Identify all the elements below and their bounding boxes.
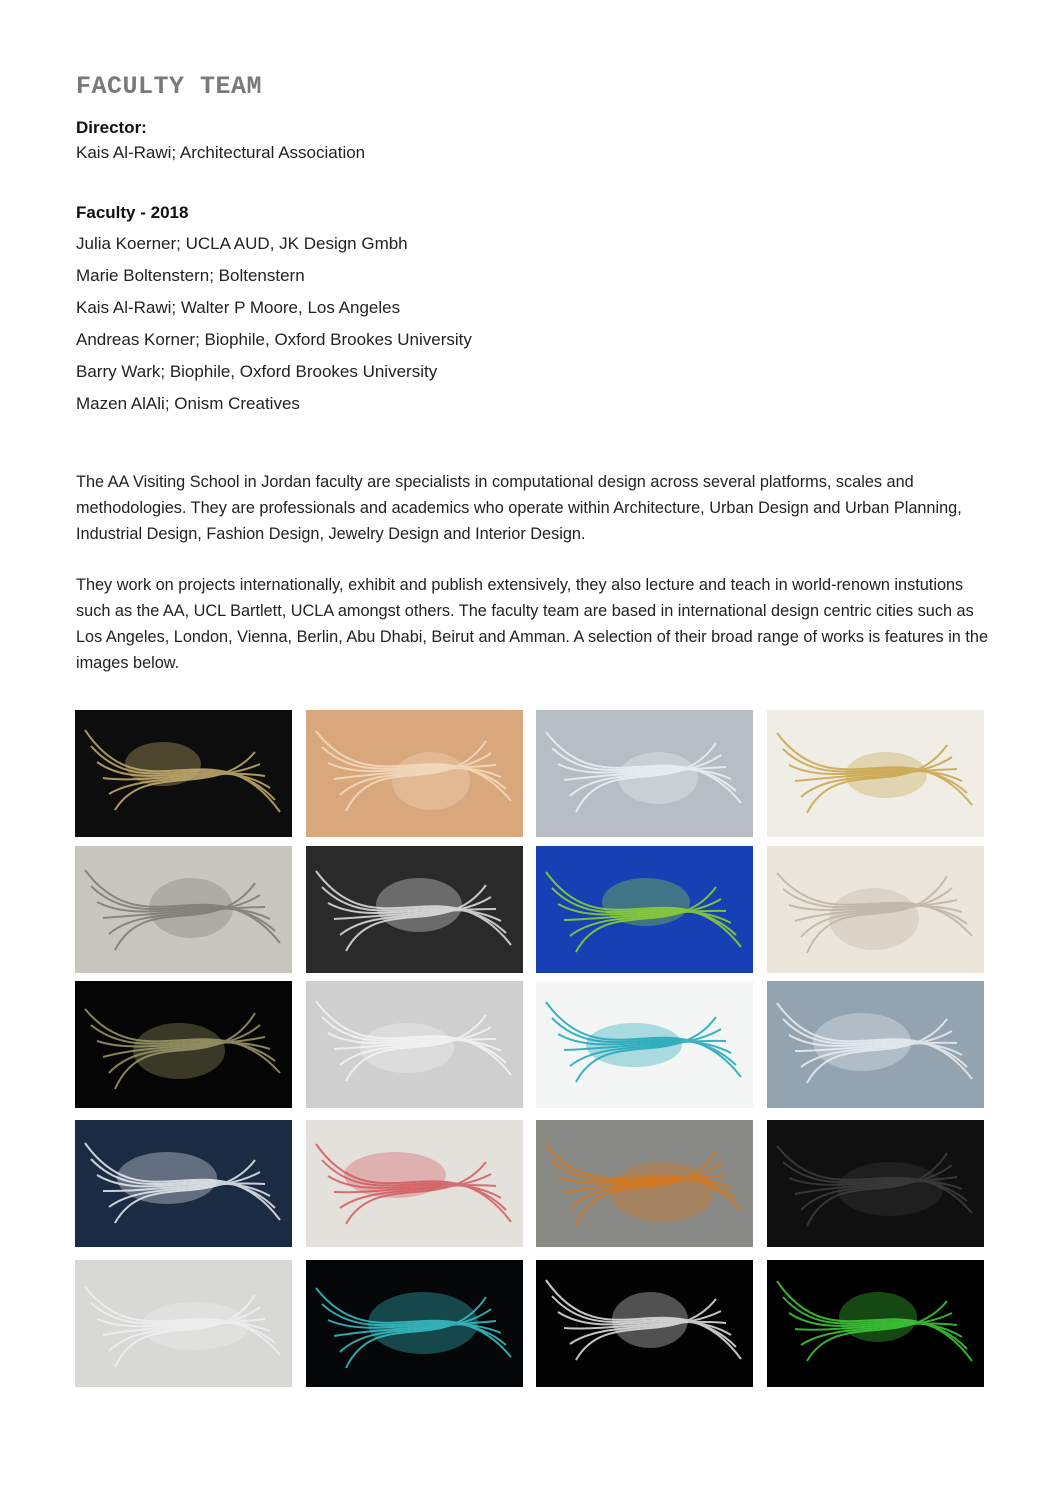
cyan-wire-surface-render [306, 1260, 523, 1387]
turquoise-mesh-form-render [536, 981, 753, 1108]
faculty-member: Andreas Korner; Biophile, Oxford Brookes University [76, 330, 472, 349]
coral-fashion-piece-photo [75, 1120, 292, 1247]
red-porous-sculpture-photo [306, 1120, 523, 1247]
director-name: Kais Al-Rawi; Architectural Association [76, 143, 366, 162]
white-model-with-pods-photo [767, 710, 984, 837]
intro-paragraph: The AA Visiting School in Jordan faculty are specialists in computational design across several platforms, scales and methodologies. They are professionals and academics who operate within Architecture, Urban Design and Urban Planning, Industrial Design, Fashion Design, Jewelry Design and Interior Design. [76, 473, 962, 543]
faculty-member: Kais Al-Rawi; Walter P Moore, Los Angeles [76, 298, 401, 317]
white-lattice-wall-photo [767, 846, 984, 973]
green-structural-wireframe-render [767, 1260, 984, 1387]
twisted-lamp-photo [306, 846, 523, 973]
3d-printed-ornament-photo [306, 710, 523, 837]
faculty-member: Marie Boltenstern; Boltenstern [76, 266, 305, 285]
exhibition-hall-photo [75, 1260, 292, 1387]
curved-bridge-render [75, 981, 292, 1108]
twisted-tower-render [767, 981, 984, 1108]
fluid-simulation-render [536, 846, 753, 973]
knit-garment-photo [767, 1120, 984, 1247]
faculty-member: Barry Wark; Biophile, Oxford Brookes University [76, 362, 438, 381]
director-label: Director: [76, 118, 147, 137]
page-title: FACULTY TEAM [76, 72, 263, 101]
robotic-arm-workshop-photo [536, 1120, 753, 1247]
works-gallery [75, 710, 985, 1390]
white-tile-installation-photo [306, 981, 523, 1108]
projects-paragraph: They work on projects internationally, exhibit and publish extensively, they also lecture and teach in world-renown instutions such as the AA, UCL Bartlett, UCLA amongst others. The faculty team are based in international design centric cities such as Los Angeles, London, Vienna, Berlin, Abu Dhabi, Beirut and Amman. A selection of their broad range of works is features in the images below. [76, 576, 989, 672]
white-butterfly-form-render [536, 1260, 753, 1387]
dark-architectural-model-photo [75, 710, 292, 837]
lattice-sculpture-photo [75, 846, 292, 973]
faculty-label: Faculty - 2018 [76, 203, 189, 222]
faculty-member: Julia Koerner; UCLA AUD, JK Design Gmbh [76, 234, 408, 253]
faculty-member: Mazen AlAli; Onism Creatives [76, 394, 300, 413]
faculty-list [76, 230, 472, 422]
parametric-pavilion-render [536, 710, 753, 837]
